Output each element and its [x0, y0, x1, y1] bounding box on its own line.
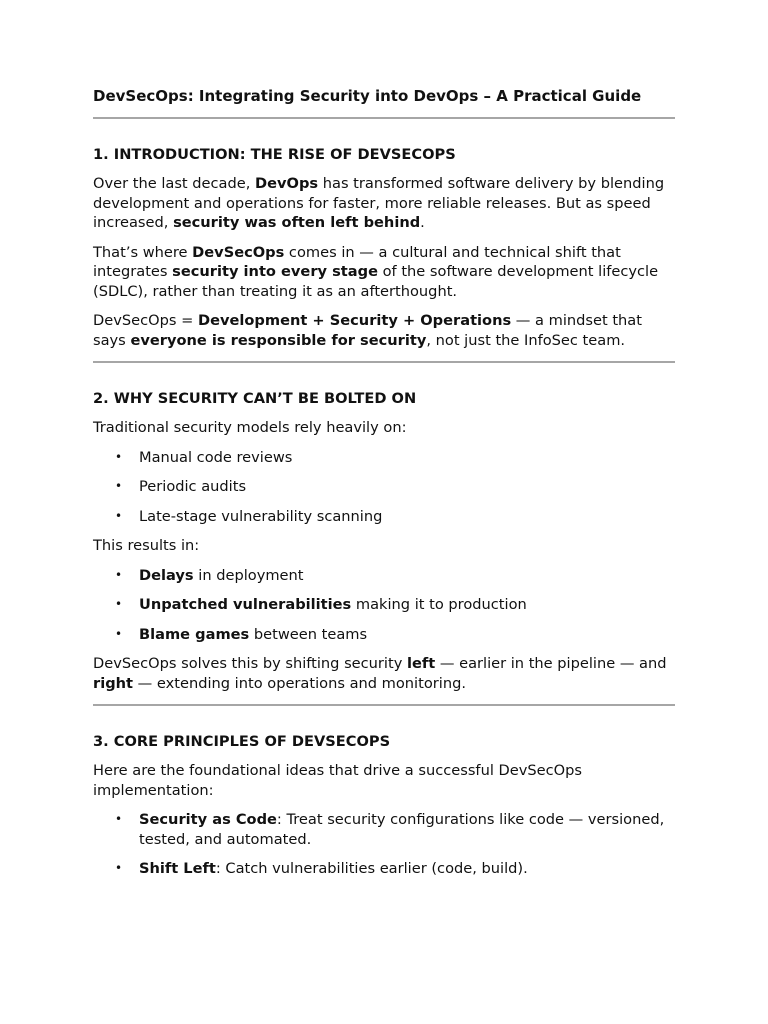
list-item: • Late-stage vulnerability scanning — [93, 507, 675, 527]
paragraph: Traditional security models rely heavily on: — [93, 419, 407, 436]
text: Over the last decade, — [93, 175, 256, 192]
document-content — [93, 86, 675, 879]
list-item — [93, 595, 675, 615]
bold-text: security was often left behind — [173, 214, 421, 231]
text: comes in — a cultural and technical shift that integrates — [93, 243, 621, 280]
document-title: DevSecOps: Integrating Security into DevOps – A Practical Guide — [93, 87, 642, 105]
text: in deployment — [193, 566, 304, 584]
bold-text: right — [93, 674, 134, 692]
text: That’s where — [93, 243, 193, 261]
text: — earlier in the pipeline — and — [435, 655, 667, 672]
list-item — [93, 859, 675, 879]
paragraph — [93, 311, 675, 350]
bold-text: Delays — [139, 566, 194, 584]
list-item — [93, 625, 675, 645]
text: — a mindset that says — [93, 312, 642, 349]
text: DevSecOps = — [93, 312, 198, 329]
text: of the software development lifecycle (SDLC), rather than treating it as an afterthought. — [93, 263, 659, 300]
text: . — [420, 214, 425, 231]
section-heading-core-principles: 3. CORE PRINCIPLES OF DEVSECOPS — [93, 733, 391, 750]
text: — extending into operations and monitoring. — [133, 674, 466, 692]
bold-text: security into every stage — [172, 263, 378, 280]
bold-text: DevOps — [255, 175, 319, 192]
bold-text: Shift Left — [139, 860, 216, 877]
list-item: • Manual code reviews — [93, 448, 675, 468]
bold-text: Blame games — [139, 625, 250, 643]
bold-text: Security as Code — [139, 811, 277, 828]
paragraph: Here are the foundational ideas that drive a successful DevSecOps implementation: — [93, 762, 582, 799]
text: : Treat security configurations like code — versioned, tested, and automated. — [139, 811, 665, 848]
section-heading-why-security: 2. WHY SECURITY CAN’T BE BOLTED ON — [93, 390, 417, 407]
divider — [93, 704, 675, 706]
paragraph — [93, 654, 675, 693]
bold-text: DevSecOps — [192, 243, 285, 261]
text: : Catch vulnerabilities earlier (code, build). — [215, 860, 528, 877]
text: , not just the InfoSec team. — [426, 331, 626, 349]
bullet-list — [93, 566, 675, 645]
bullet-list — [93, 810, 675, 879]
list-item — [93, 810, 675, 849]
text: has transformed software delivery by blending development and operations for faster, more reliable releases. But as speed increased, — [93, 175, 665, 231]
bold-text: Development + Security + Operations — [197, 312, 512, 329]
bold-text: left — [407, 655, 436, 672]
list-item — [93, 566, 675, 586]
divider — [93, 361, 675, 363]
paragraph: This results in: — [93, 537, 200, 554]
divider — [93, 117, 675, 119]
section-heading-introduction: 1. INTRODUCTION: THE RISE OF DEVSECOPS — [93, 146, 456, 163]
list-item: • Periodic audits — [93, 477, 675, 497]
text: making it to production — [351, 596, 527, 613]
text: between teams — [249, 625, 368, 643]
paragraph — [93, 174, 675, 233]
bullet-list — [93, 448, 675, 527]
text: DevSecOps solves this by shifting security — [93, 655, 407, 672]
bold-text: Unpatched vulnerabilities — [139, 596, 352, 613]
bold-text: everyone is responsible for security — [130, 331, 427, 349]
paragraph — [93, 243, 675, 302]
